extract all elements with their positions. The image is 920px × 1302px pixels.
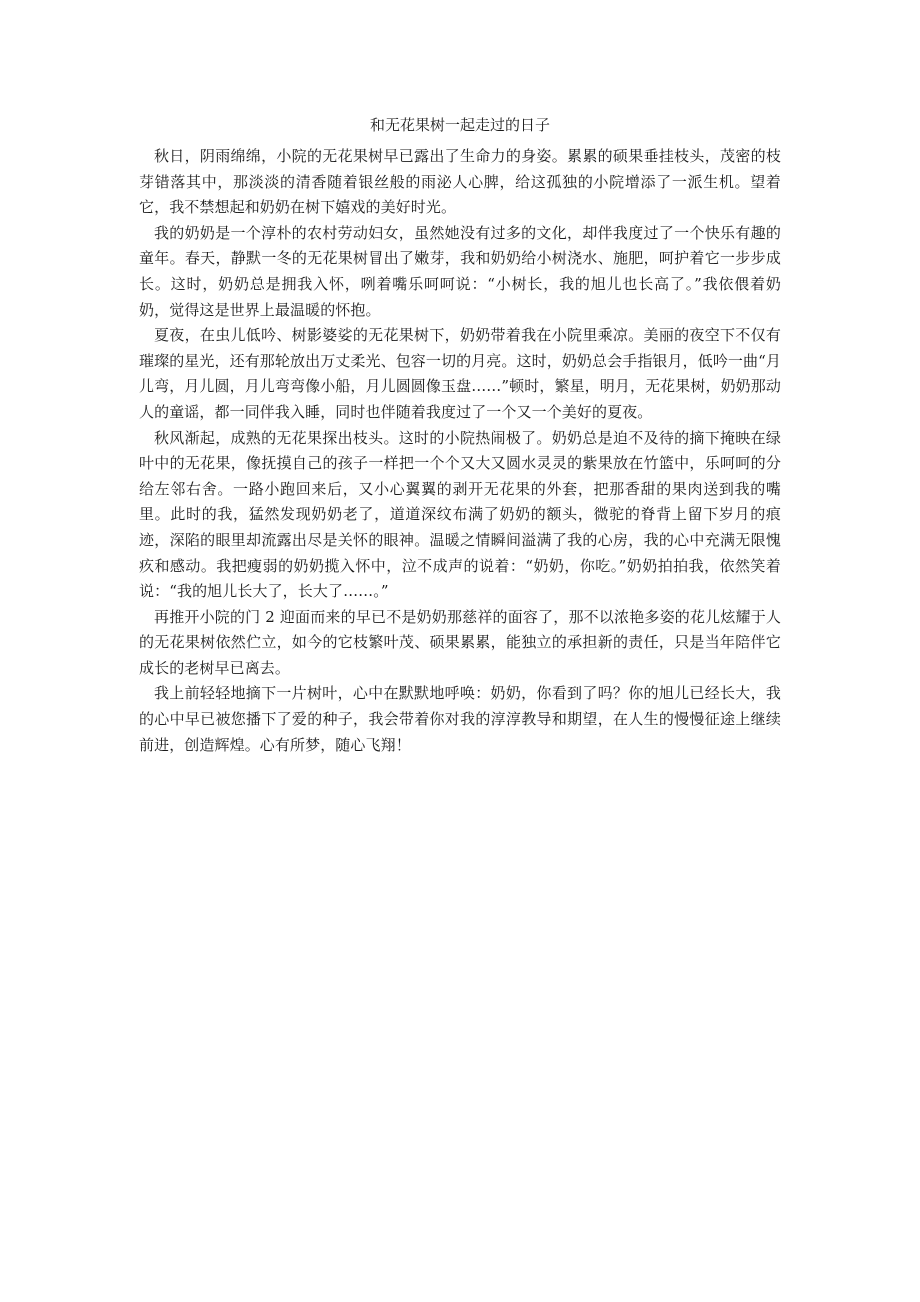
document-page (139, 112, 781, 758)
paragraph-autumn-rain: 秋日，阴雨绵绵，小院的无花果树早已露出了生命力的身姿。累累的硕果垂挂枝头，茂密的枝芽错落其中，那淡淡的清香随着银丝般的雨泌人心脾，给这孤独的小院增添了一派生机。望着它，我不禁想起和奶奶在树下嬉戏的美好时光。 (139, 147, 781, 217)
paragraph-spring-childhood: 我的奶奶是一个淳朴的农村劳动妇女，虽然她没有过多的文化，却伴我度过了一个快乐有趣的童年。春天，静默一冬的无花果树冒出了嫩芽，我和奶奶给小树浇水、施肥，呵护着它一步步成长。这时，奶奶总是拥我入怀，咧着嘴乐呵呵说：“小树长，我的旭儿也长高了。”我依偎着奶奶，觉得这是世界上最温暖的怀抱。 (139, 223, 781, 319)
paragraph-summer-night: 夏夜，在虫儿低吟、树影婆娑的无花果树下，奶奶带着我在小院里乘凉。美丽的夜空下不仅有璀璨的星光，还有那轮放出万丈柔光、包容一切的月亮。这时，奶奶总会手指银月，低吟一曲“月儿弯，月儿圆，月儿弯弯像小船，月儿圆圆像玉盘……”顿时，繁星，明月，无花果树，奶奶那动人的童谣，都一同伴我入睡，同时也伴随着我度过了一个又一个美好的夏夜。 (139, 326, 781, 421)
document-title: 和无花果树一起走过的日子 (369, 116, 550, 134)
paragraph-closing: 我上前轻轻地摘下一片树叶，心中在默默地呼唤：奶奶，你看到了吗？你的旭儿已经长大，我的心中早已被您播下了爱的种子，我会带着你对我的淳淳教导和期望，在人生的慢慢征途上继续前进，创造辉煌。心有所梦，随心飞翔！ (139, 684, 781, 754)
paragraph-autumn-harvest: 秋风渐起，成熟的无花果探出枝头。这时的小院热闹极了。奶奶总是迫不及待的摘下掩映在绿叶中的无花果，像抚摸自己的孩子一样把一个个又大又圆水灵灵的紫果放在竹篮中，乐呵呵的分给左邻右舍。一路小跑回来后，又小心翼翼的剥开无花果的外套，把那香甜的果肉送到我的嘴里。此时的我，猛然发现奶奶老了，道道深纹布满了奶奶的额头，微驼的脊背上留下岁月的痕迹，深陷的眼里却流露出尽是关怀的眼神。温暖之情瞬间溢满了我的心房，我的心中充满无限愧疚和感动。我把瘦弱的奶奶揽入怀中，泣不成声的说着：“奶奶，你吃。”奶奶拍拍我，依然笑着说：“我的旭儿长大了，长大了……。” (139, 428, 781, 601)
paragraph-return-to-yard: 再推开小院的门 2 迎面而来的早已不是奶奶那慈祥的面容了，那不以浓艳多姿的花儿炫耀于人的无花果树依然伫立，如今的它枝繁叶茂、硕果累累，能独立的承担新的责任，只是当年陪伴它成长的老树早已离去。 (139, 607, 781, 677)
